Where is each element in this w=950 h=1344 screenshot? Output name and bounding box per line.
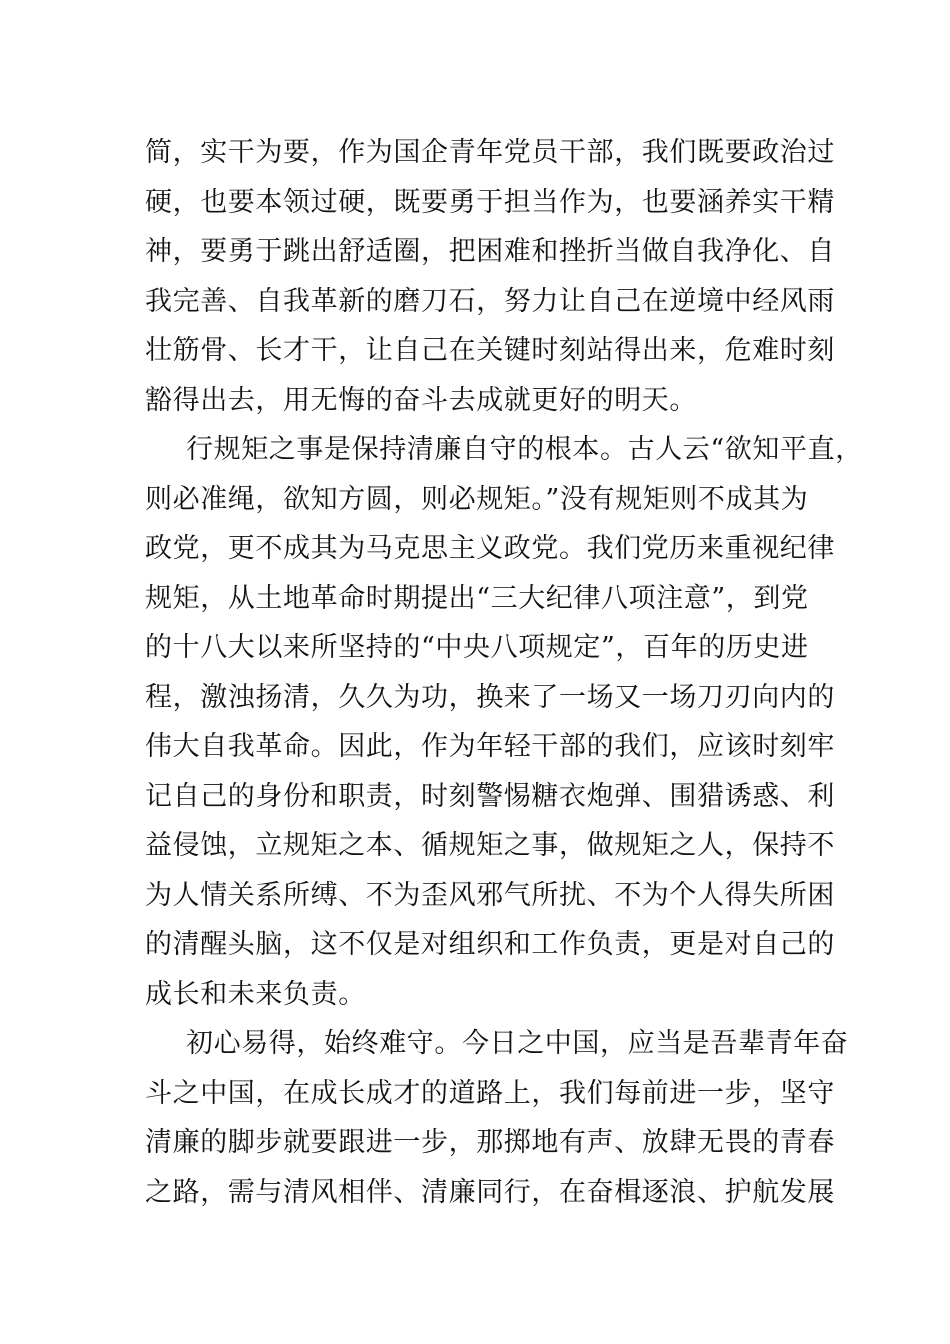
body-text (145, 128, 863, 1217)
text-line: 记自己的身份和职责，时刻警惕糖衣炮弹、围猎诱惑、利 (145, 780, 835, 812)
text-line: 清廉的脚步就要跟进一步，那掷地有声、放肆无畏的青春 (145, 1127, 835, 1158)
text-line: 政党，更不成其为马克思主义政党。我们党历来重视纪律 (145, 533, 835, 564)
text-line: 程，激浊扬清，久久为功，换来了一场又一场刀刃向内的 (145, 681, 835, 713)
text-line: 之路，需与清风相伴、清廉同行，在奋楫逐浪、护航发展 (145, 1176, 835, 1208)
text-line: 的清醒头脑，这不仅是对组织和工作负责，更是对自己的 (145, 929, 835, 960)
text-line: 的十八大以来所坚持的“中央八项规定”，百年的历史进 (145, 632, 809, 663)
text-line: 简，实干为要，作为国企青年党员干部，我们既要政治过 (145, 137, 835, 168)
text-line: 伟大自我革命。因此，作为年轻干部的我们，应该时刻牢 (145, 731, 835, 762)
text-line: 规矩，从土地革命时期提出“三大纪律八项注意”，到党 (145, 582, 809, 614)
text-line: 壮筋骨、长才干，让自己在关键时刻站得出来，危难时刻 (145, 335, 835, 366)
text-line: 则必准绳，欲知方圆，则必规矩。”没有规矩则不成其为 (145, 483, 809, 515)
text-line: 成长和未来负责。 (145, 978, 366, 1010)
text-line: 我完善、自我革新的磨刀石，努力让自己在逆境中经风雨 (145, 285, 835, 317)
text-line: 豁得出去，用无悔的奋斗去成就更好的明天。 (145, 384, 697, 416)
text-line: 斗之中国，在成长成才的道路上，我们每前进一步，坚守 (145, 1077, 835, 1109)
paragraph-start-line: 初心易得，始终难守。今日之中国，应当是吾辈青年奋 (186, 1028, 849, 1059)
paragraph-start-line: 行规矩之事是保持清廉自守的根本。古人云“欲知平直， (186, 434, 863, 465)
text-line: 硬，也要本领过硬，既要勇于担当作为，也要涵养实干精 (145, 186, 835, 218)
text-line: 益侵蚀，立规矩之本、循规矩之事，做规矩之人，保持不 (145, 830, 835, 861)
text-line: 神，要勇于跳出舒适圈，把困难和挫折当做自我净化、自 (145, 236, 835, 267)
text-line: 为人情关系所缚、不为歪风邪气所扰、不为个人得失所困 (145, 879, 835, 911)
